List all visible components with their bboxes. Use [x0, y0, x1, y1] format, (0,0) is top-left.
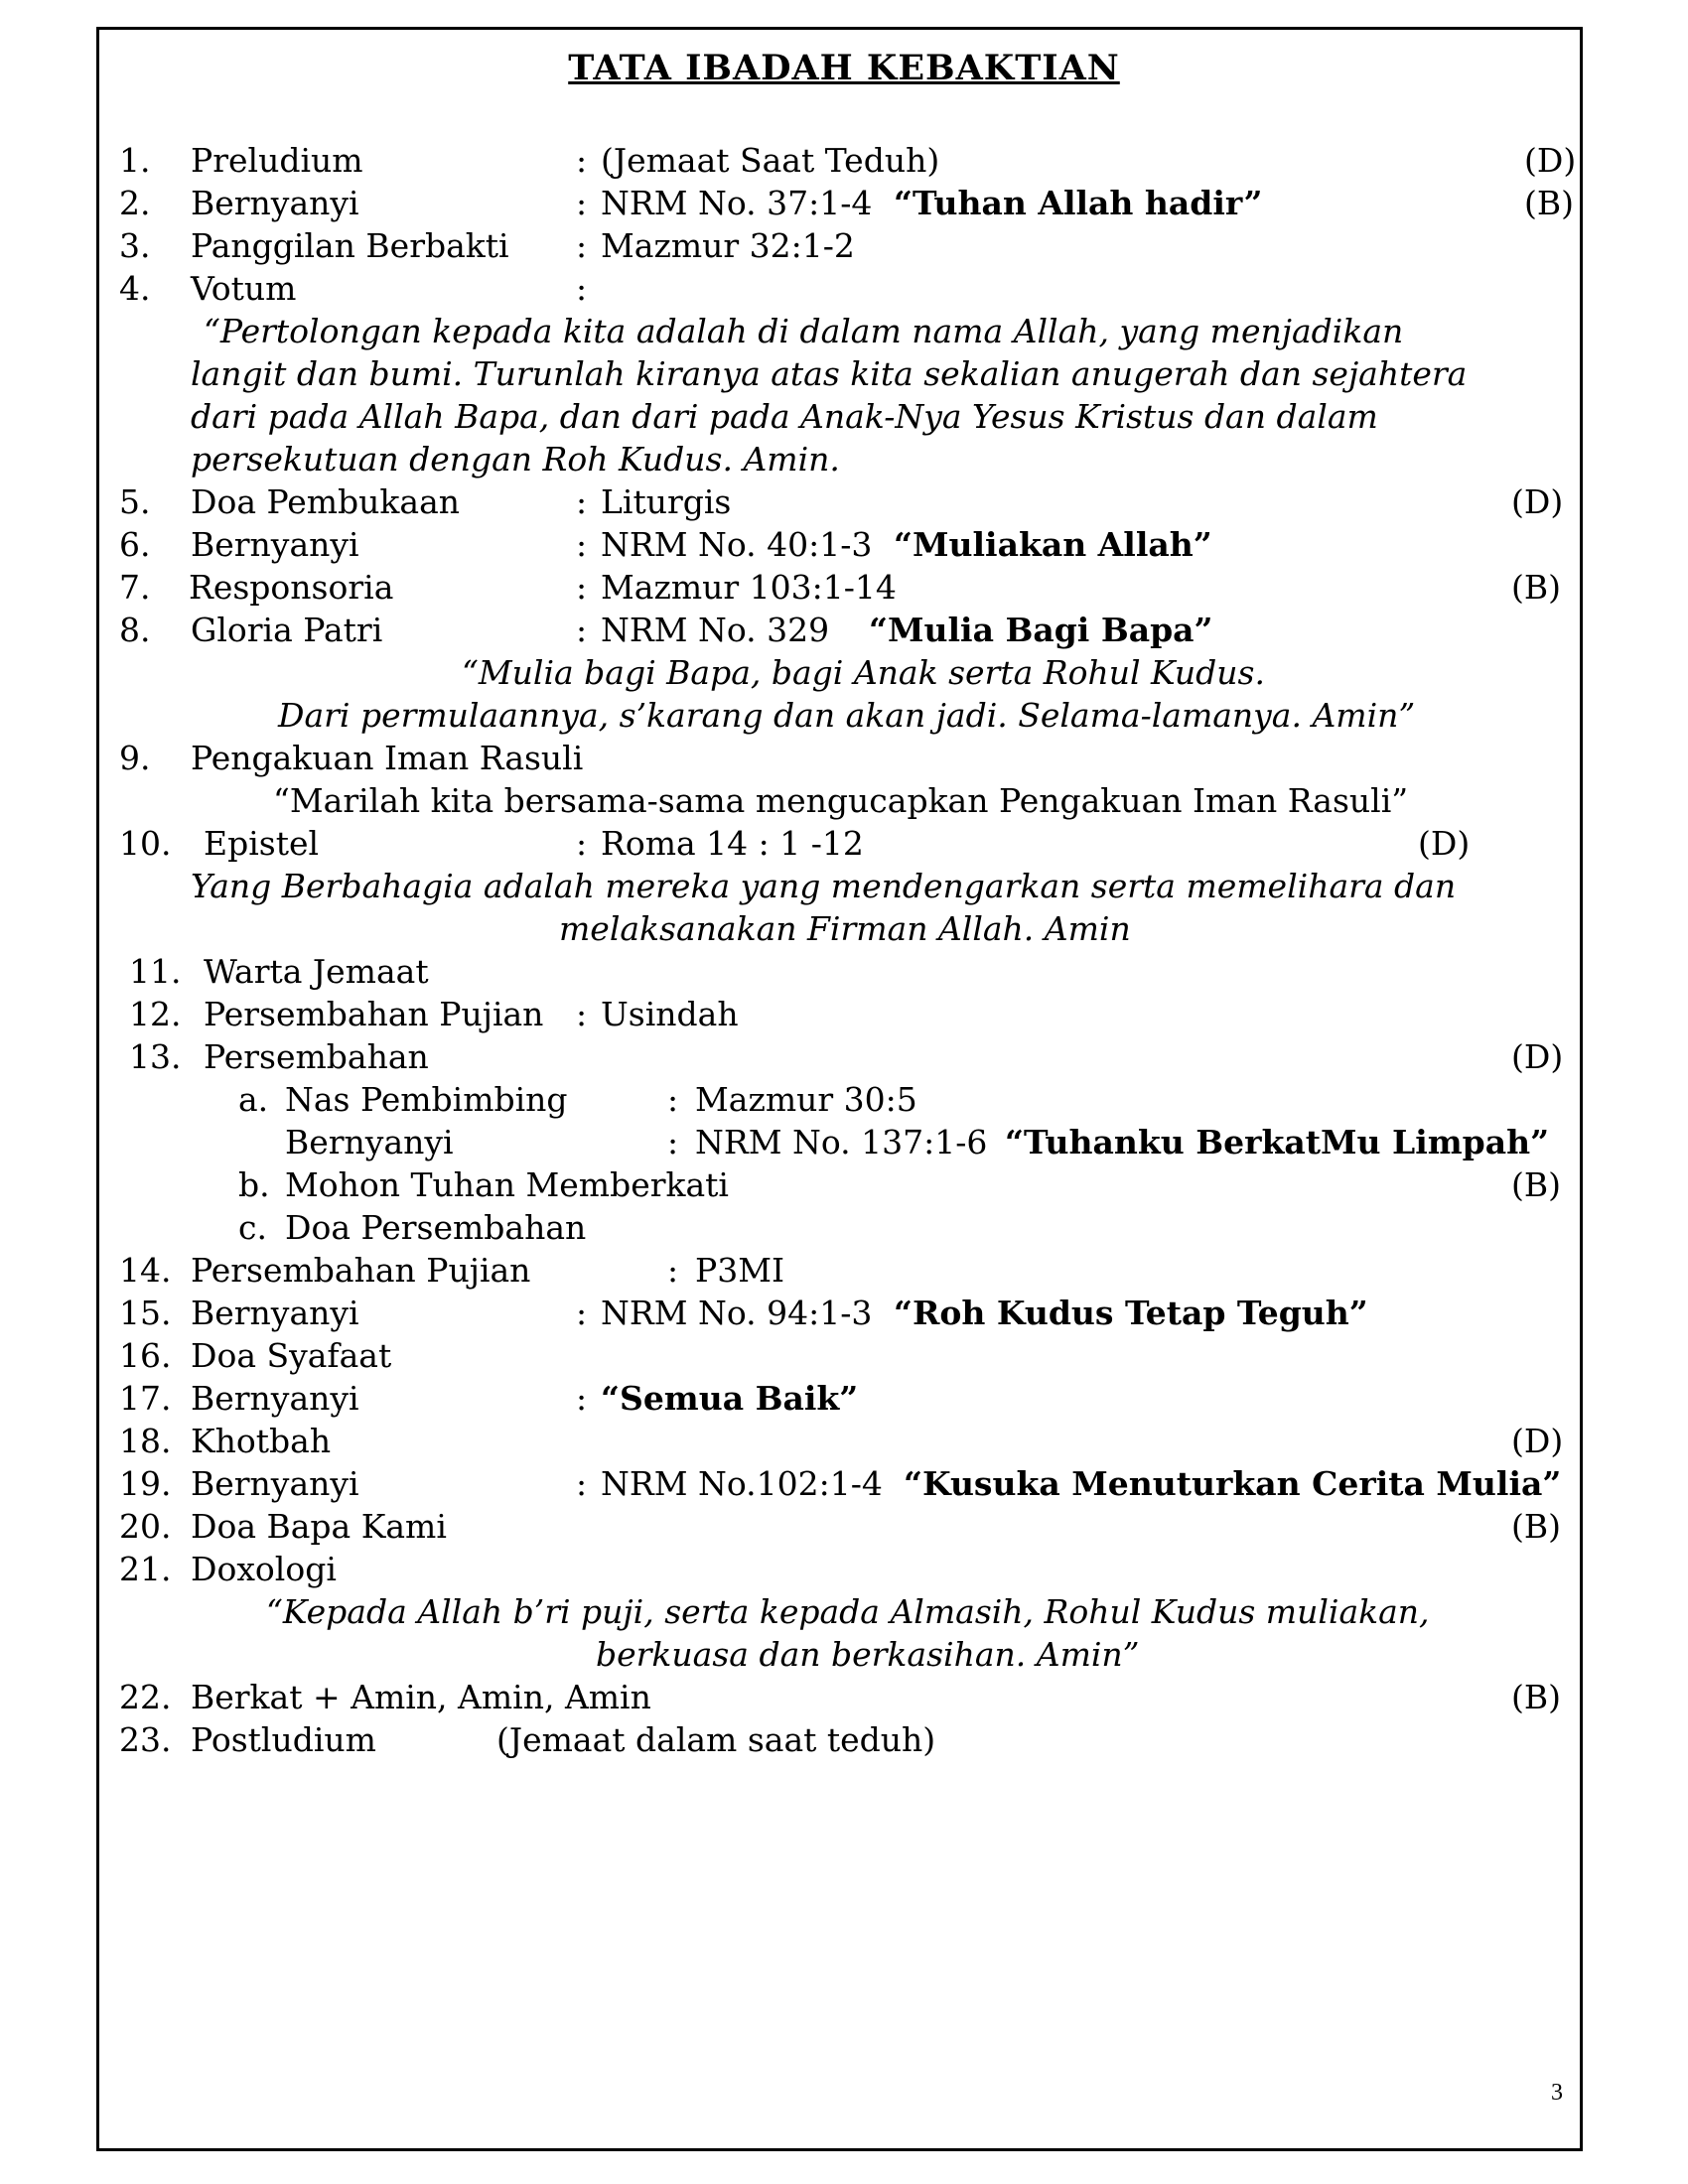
- item-label: Warta Jemaat: [204, 952, 429, 991]
- votum-line: langit dan bumi. Turunlah kiranya atas kita sekalian anugerah dan sejahtera: [191, 354, 1468, 393]
- list-item: [0, 1163, 1688, 1207]
- item-number: c.: [238, 1208, 267, 1247]
- votum-text: [0, 352, 1688, 396]
- item-number: 19.: [119, 1464, 172, 1503]
- item-detail: NRM No.102:1-4: [601, 1464, 883, 1503]
- item-separator: :: [576, 184, 588, 222]
- item-separator: :: [667, 1080, 679, 1119]
- list-item: [0, 1462, 1688, 1506]
- item-label: Bernyanyi: [191, 1464, 359, 1503]
- item-mark: (D): [1511, 1422, 1564, 1460]
- item-detail: Mazmur 103:1-14: [601, 568, 897, 607]
- votum-text: [0, 438, 1688, 481]
- item-number: 13.: [129, 1037, 182, 1076]
- item-separator: :: [576, 1294, 588, 1332]
- item-separator: :: [576, 141, 588, 180]
- votum-line: dari pada Allah Bapa, dan dari pada Anak-Nya Yesus Kristus dan dalam: [191, 397, 1378, 436]
- item-detail: NRM No. 37:1-4: [601, 184, 873, 222]
- list-item: [0, 993, 1688, 1036]
- votum-text: [0, 310, 1688, 353]
- song-title: “Tuhanku BerkatMu Limpah”: [1005, 1123, 1550, 1161]
- item-label: Doa Pembukaan: [191, 482, 461, 521]
- item-separator: :: [576, 226, 588, 265]
- item-separator: :: [576, 568, 588, 607]
- item-separator: :: [576, 995, 588, 1033]
- item-detail: NRM No. 329: [601, 611, 830, 649]
- doxologi-text: [0, 1633, 1688, 1677]
- list-item: [0, 182, 1688, 225]
- gloria-text: [0, 694, 1688, 738]
- list-item: [0, 1420, 1688, 1463]
- item-number: 17.: [119, 1379, 172, 1418]
- item-separator: :: [576, 824, 588, 863]
- item-detail: Roma 14 : 1 -12: [601, 824, 864, 863]
- item-label: Doa Bapa Kami: [191, 1507, 447, 1546]
- item-number: b.: [238, 1165, 270, 1204]
- doxologi-line: “Kepada Allah b’ri puji, serta kepada Almasih, Rohul Kudus muliakan,: [266, 1592, 1430, 1631]
- epistel-line: Yang Berbahagia adalah mereka yang mendengarkan serta memelihara dan: [191, 867, 1457, 905]
- item-number: 1.: [119, 141, 151, 180]
- list-item: [0, 480, 1688, 524]
- list-item: [0, 1292, 1688, 1335]
- item-label: Mohon Tuhan Memberkati: [285, 1165, 729, 1204]
- item-separator: :: [576, 525, 588, 564]
- item-mark: (D): [1524, 141, 1577, 180]
- item-number: 8.: [119, 611, 151, 649]
- list-item: [0, 737, 1688, 780]
- item-detail: NRM No. 94:1-3: [601, 1294, 873, 1332]
- item-mark: (D): [1418, 824, 1471, 863]
- votum-line: “Pertolongan kepada kita adalah di dalam nama Allah, yang menjadikan: [204, 312, 1404, 350]
- epistel-text: [0, 865, 1688, 908]
- item-number: 2.: [119, 184, 151, 222]
- item-label: Bernyanyi: [191, 1294, 359, 1332]
- item-number: 16.: [119, 1336, 172, 1375]
- item-label: Gloria Patri: [191, 611, 383, 649]
- item-label: Bernyanyi: [285, 1123, 454, 1161]
- item-number: 7.: [119, 568, 151, 607]
- list-item: [0, 1505, 1688, 1549]
- item-separator: :: [576, 269, 588, 308]
- epistel-line: melaksanakan Firman Allah. Amin: [559, 909, 1131, 948]
- item-label: Persembahan Pujian: [204, 995, 544, 1033]
- gloria-text: [0, 651, 1688, 695]
- item-mark: (B): [1511, 1507, 1561, 1546]
- item-label: Epistel: [204, 824, 320, 863]
- list-item: [0, 566, 1688, 610]
- song-title: “Kusuka Menuturkan Cerita Mulia”: [904, 1464, 1562, 1503]
- item-label: Doa Syafaat: [191, 1336, 392, 1375]
- item-label: Berkat + Amin, Amin, Amin: [191, 1678, 651, 1716]
- item-label: Persembahan Pujian: [191, 1251, 531, 1290]
- item-label: Persembahan: [204, 1037, 429, 1076]
- list-item: [0, 609, 1688, 652]
- list-item: [0, 1334, 1688, 1378]
- list-item: [0, 950, 1688, 994]
- list-item: [0, 139, 1688, 183]
- item-separator: :: [576, 1464, 588, 1503]
- page-number: 3: [1551, 2080, 1563, 2106]
- item-number: 23.: [119, 1720, 172, 1759]
- item-number: 4.: [119, 269, 151, 308]
- item-separator: :: [667, 1123, 679, 1161]
- item-number: 12.: [129, 995, 182, 1033]
- item-label: Preludium: [191, 141, 363, 180]
- list-item: [0, 1676, 1688, 1719]
- item-detail: NRM No. 137:1-6: [695, 1123, 988, 1161]
- item-mark: (B): [1511, 1678, 1561, 1716]
- item-detail: Liturgis: [601, 482, 732, 521]
- gloria-line: Dari permulaannya, s’karang dan akan jadi. Selama-lamanya. Amin”: [278, 696, 1416, 735]
- item-detail: Mazmur 32:1-2: [601, 226, 855, 265]
- item-number: 3.: [119, 226, 151, 265]
- item-label: Panggilan Berbakti: [191, 226, 509, 265]
- item-label: Bernyanyi: [191, 184, 359, 222]
- item-detail: NRM No. 40:1-3: [601, 525, 873, 564]
- item-label: Nas Pembimbing: [285, 1080, 568, 1119]
- item-mark: (D): [1511, 482, 1564, 521]
- item-separator: :: [667, 1251, 679, 1290]
- item-detail: Usindah: [601, 995, 739, 1033]
- item-number: 11.: [129, 952, 182, 991]
- epistel-text: [0, 907, 1688, 951]
- song-title: “Roh Kudus Tetap Teguh”: [894, 1294, 1368, 1332]
- doxologi-line: berkuasa dan berkasihan. Amin”: [596, 1635, 1140, 1674]
- iman-text: [0, 779, 1688, 823]
- item-number: 5.: [119, 482, 151, 521]
- list-item: [0, 1718, 1688, 1762]
- item-number: 15.: [119, 1294, 172, 1332]
- page-title: TATA IBADAH KEBAKTIAN: [568, 48, 1120, 88]
- item-number: a.: [238, 1080, 269, 1119]
- item-separator: :: [576, 1379, 588, 1418]
- item-number: 21.: [119, 1550, 172, 1588]
- votum-line: persekutuan dengan Roh Kudus. Amin.: [191, 440, 840, 478]
- item-detail: (Jemaat dalam saat teduh): [496, 1720, 936, 1759]
- item-detail: (Jemaat Saat Teduh): [601, 141, 940, 180]
- list-item: [0, 1078, 1688, 1122]
- item-label: Votum: [191, 269, 297, 308]
- song-title: “Semua Baik”: [601, 1379, 859, 1418]
- item-label: Bernyanyi: [191, 525, 359, 564]
- item-number: 18.: [119, 1422, 172, 1460]
- item-mark: (D): [1511, 1037, 1564, 1076]
- item-mark: (B): [1511, 568, 1561, 607]
- item-detail: P3MI: [695, 1251, 785, 1290]
- song-title: “Mulia Bagi Bapa”: [869, 611, 1213, 649]
- iman-line: “Marilah kita bersama-sama mengucapkan Pengakuan Iman Rasuli”: [273, 781, 1409, 820]
- item-label: Responsoria: [189, 568, 394, 607]
- song-title: “Tuhan Allah hadir”: [894, 184, 1263, 222]
- item-mark: (B): [1524, 184, 1574, 222]
- song-title: “Muliakan Allah”: [894, 525, 1212, 564]
- item-detail: Mazmur 30:5: [695, 1080, 917, 1119]
- item-number: 20.: [119, 1507, 172, 1546]
- list-item: [0, 224, 1688, 268]
- doxologi-text: [0, 1590, 1688, 1634]
- list-item: [0, 1249, 1688, 1293]
- votum-text: [0, 395, 1688, 439]
- list-item: [0, 1377, 1688, 1421]
- item-number: 14.: [119, 1251, 172, 1290]
- item-number: 6.: [119, 525, 151, 564]
- list-item: [0, 523, 1688, 567]
- item-separator: :: [576, 611, 588, 649]
- list-item: [0, 1548, 1688, 1591]
- list-item: [0, 1121, 1688, 1164]
- item-label: Doxologi: [191, 1550, 337, 1588]
- item-label: Doa Persembahan: [285, 1208, 587, 1247]
- list-item: [0, 1206, 1688, 1250]
- item-number: 22.: [119, 1678, 172, 1716]
- item-label: Bernyanyi: [191, 1379, 359, 1418]
- item-label: Pengakuan Iman Rasuli: [191, 739, 584, 777]
- list-item: [0, 1035, 1688, 1079]
- gloria-line: “Mulia bagi Bapa, bagi Anak serta Rohul Kudus.: [462, 653, 1265, 692]
- item-label: Postludium: [191, 1720, 376, 1759]
- item-number: 9.: [119, 739, 151, 777]
- list-item: [0, 822, 1688, 866]
- item-separator: :: [576, 482, 588, 521]
- list-item: [0, 267, 1688, 311]
- item-mark: (B): [1511, 1165, 1561, 1204]
- item-number: 10.: [119, 824, 172, 863]
- item-label: Khotbah: [191, 1422, 332, 1460]
